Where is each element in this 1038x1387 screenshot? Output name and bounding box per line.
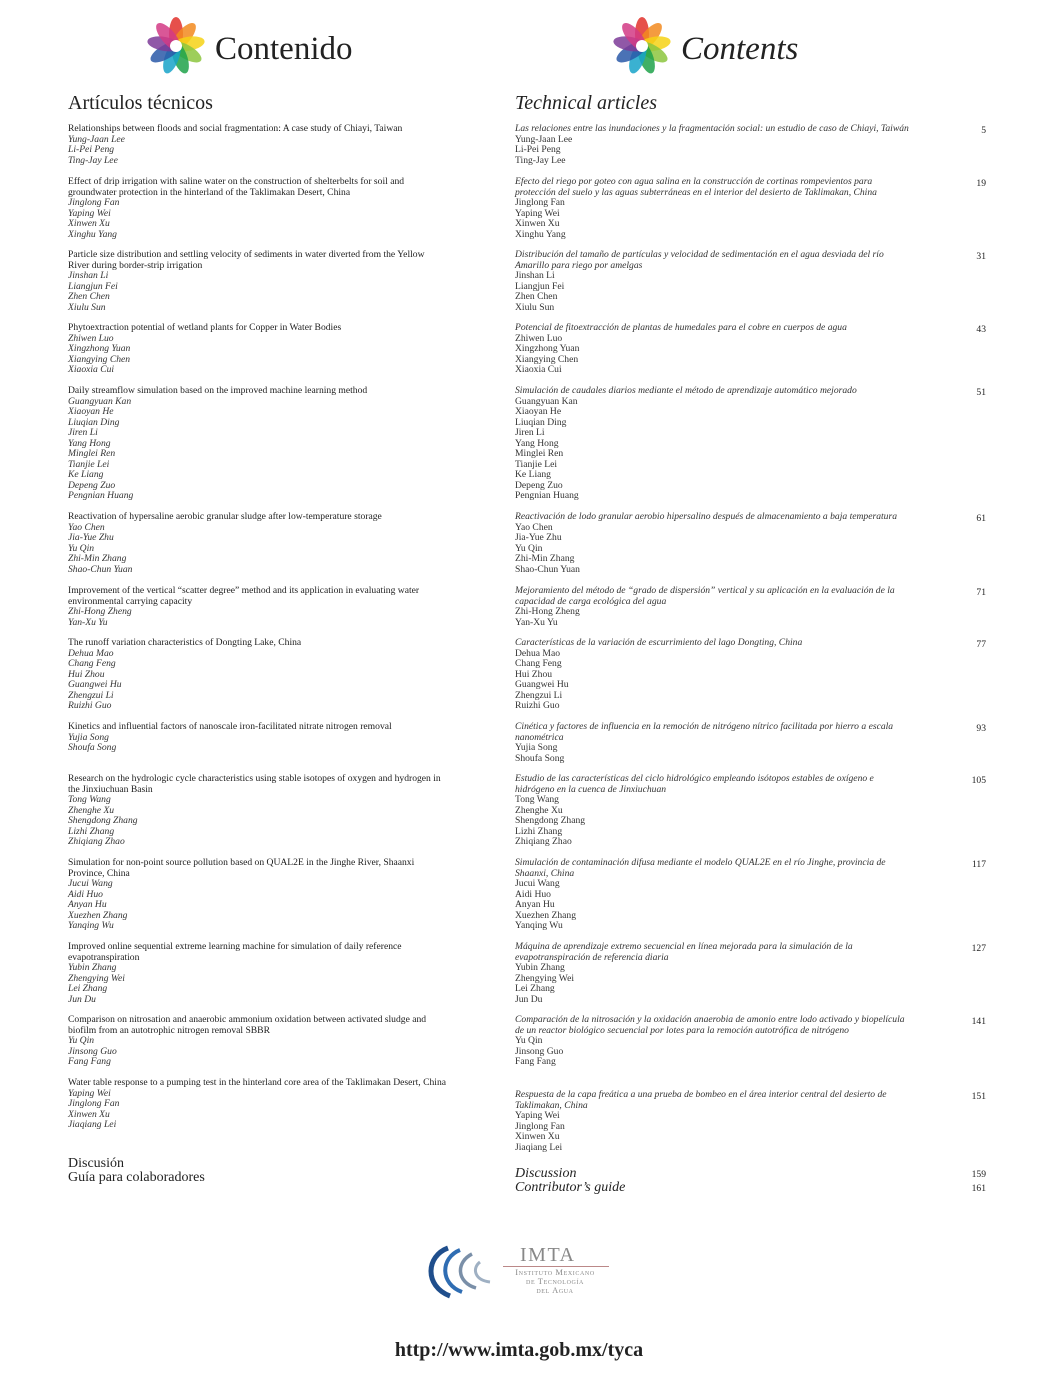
article-title-es[interactable]: Distribución del tamaño de partículas y velocidad de sedimentación en el agua desviada del río Amarillo para riego por amelgas <box>515 249 884 271</box>
article-author-en: Xiulu Sun <box>68 301 106 313</box>
article-title-en[interactable]: Kinetics and influential factors of nanoscale iron-facilitated nitrate nitrogen removal <box>68 721 392 732</box>
article-author-es: Xingzhong Yuan <box>515 343 580 354</box>
article-title-en[interactable]: Comparison on nitrosation and anaerobic ammonium oxidation between activated sludge and biofilm from an autotrophic nitrogen removal SBBR <box>68 1014 427 1036</box>
article-page-number: 127 <box>971 943 986 954</box>
article-author-en: Jinshan Li <box>68 270 109 281</box>
article-entry-en <box>68 124 448 166</box>
article-author-es: Xiaoyan He <box>515 406 562 417</box>
guide-heading-en[interactable]: Contributor’s guide <box>515 1180 626 1195</box>
article-author-en: Jinglong Fan <box>68 1098 120 1109</box>
article-entry-en <box>68 858 448 932</box>
article-entry-es <box>515 323 915 376</box>
institution-name-line3: del Agua <box>536 1285 574 1295</box>
article-author-es: Jinsong Guo <box>515 1045 564 1057</box>
article-author-es: Lizhi Zhang <box>515 825 563 837</box>
article-author-es: Yan-Xu Yu <box>515 616 558 628</box>
article-title-es[interactable]: Simulación de contaminación difusa mediante el modelo QUAL2E en el río Jinghe, provincia de Shaanxi, China <box>515 857 886 879</box>
article-author-es: Guangyuan Kan <box>515 395 578 407</box>
article-author-en: Yao Chen <box>68 521 105 533</box>
article-author-en: Shao-Chun Yuan <box>68 563 133 575</box>
article-title-en[interactable]: Improvement of the vertical “scatter degree” method and its application in evaluating water environmental carrying capacity <box>68 585 420 607</box>
article-author-en: Xiaoxia Cui <box>68 364 115 375</box>
journal-url-link[interactable]: http://www.imta.gob.mx/tyca <box>394 1339 644 1361</box>
article-author-es: Yanqing Wu <box>515 920 563 931</box>
article-entry-en <box>68 638 448 712</box>
article-entry-es <box>515 774 915 848</box>
article-title-es[interactable]: Estudio de las características del ciclo hidrológico empleando isótopos estables de oxígeno e hidrógeno en la cuenca de Jinxiuchuan <box>515 773 874 795</box>
article-title-en[interactable]: Particle size distribution and settling velocity of sediments in water diverted from the Yellow River during border-strip irrigation <box>68 249 425 271</box>
article-author-es: Yu Qin <box>515 542 543 554</box>
article-entry-en <box>68 250 448 313</box>
article-author-en: Jia-Yue Zhu <box>68 532 114 543</box>
article-entry-en <box>68 512 448 575</box>
article-author-en: Jiren Li <box>68 427 98 438</box>
article-author-es: Jinglong Fan <box>515 197 565 208</box>
article-author-es: Yujia Song <box>515 742 558 753</box>
article-author-en: Liuqian Ding <box>68 416 120 428</box>
article-author-en: Fang Fang <box>68 1056 111 1067</box>
article-author-en: Jun Du <box>68 993 96 1005</box>
article-author-es: Jiren Li <box>515 427 545 438</box>
article-author-es: Jinglong Fan <box>515 1120 565 1132</box>
article-author-en: Depeng Zuo <box>68 479 116 491</box>
article-entry-en <box>68 1015 448 1068</box>
article-author-en: Xuezhen Zhang <box>68 909 128 921</box>
article-title-en[interactable]: Daily streamflow simulation based on the improved machine learning method <box>68 385 368 396</box>
contents-title-es: Contenido <box>215 31 353 67</box>
article-title-es[interactable]: Reactivación de lodo granular aerobio hipersalino después de almacenamiento a baja temperatura <box>515 511 898 522</box>
article-author-es: Minglei Ren <box>515 448 564 459</box>
section-heading-en: Technical articles <box>515 92 658 114</box>
article-title-en[interactable]: Simulation for non-point source pollution based on QUAL2E in the Jinghe River, Shaanxi Province, China <box>68 857 415 879</box>
article-author-en: Zhen Chen <box>68 291 110 302</box>
article-author-en: Yu Qin <box>68 542 95 554</box>
article-entry-en <box>68 323 448 376</box>
article-page-number: 141 <box>971 1016 986 1027</box>
article-author-es: Jun Du <box>515 993 543 1005</box>
article-page-number: 61 <box>976 513 986 524</box>
article-author-es: Xuezhen Zhang <box>515 909 577 921</box>
article-author-es: Ting-Jay Lee <box>515 154 566 166</box>
article-title-es[interactable]: Potencial de fitoextracción de plantas de humedales para el cobre en cuerpos de agua <box>515 322 847 333</box>
article-page-number: 151 <box>971 1091 986 1102</box>
article-title-en[interactable]: Phytoextraction potential of wetland plants for Copper in Water Bodies <box>68 322 342 333</box>
article-entry-es <box>515 942 915 1005</box>
article-entry-es <box>515 722 915 764</box>
article-entry-en <box>68 722 448 754</box>
article-author-en: Liangjun Fei <box>68 280 118 292</box>
article-author-es: Tianjie Lei <box>515 458 558 470</box>
article-title-es[interactable]: Las relaciones entre las inundaciones y la fragmentación social: un estudio de caso de Chiayi, Taiwán <box>515 123 909 134</box>
article-author-es: Pengnian Huang <box>515 490 579 501</box>
article-author-es: Hui Zhou <box>515 668 553 680</box>
article-author-en: Xiangying Chen <box>68 353 131 365</box>
article-author-es: Xinghu Yang <box>515 228 566 240</box>
article-author-en: Zhenghe Xu <box>68 804 115 816</box>
article-author-es: Shengdong Zhang <box>515 815 586 826</box>
article-page-number: 105 <box>971 775 986 786</box>
article-page-number: 5 <box>981 125 986 136</box>
article-author-en: Zhiwen Luo <box>68 332 114 344</box>
article-author-es: Fang Fang <box>515 1056 556 1067</box>
article-author-es: Yu Qin <box>515 1035 543 1046</box>
article-author-es: Zhiqiang Zhao <box>515 836 572 847</box>
article-author-en: Yu Qin <box>68 1035 95 1046</box>
article-author-en: Xinwen Xu <box>68 1108 110 1120</box>
article-author-en: Pengnian Huang <box>68 490 134 501</box>
article-author-en: Yan-Xu Yu <box>68 616 108 628</box>
article-author-en: Dehua Mao <box>68 647 114 659</box>
article-author-en: Li-Pei Peng <box>68 144 115 155</box>
article-entry-es <box>515 177 915 240</box>
article-author-es: Xiaoxia Cui <box>515 364 562 375</box>
article-author-en: Lizhi Zhang <box>68 825 115 837</box>
article-author-en: Yujia Song <box>68 731 109 743</box>
article-entry-es <box>515 638 915 712</box>
article-author-es: Jiaqiang Lei <box>515 1141 563 1153</box>
article-page-number: 51 <box>976 387 986 398</box>
institution-name-line2: de Tecnología <box>526 1276 584 1286</box>
contents-title-en: Contents <box>681 31 799 67</box>
article-author-en: Ting-Jay Lee <box>68 154 118 166</box>
article-author-en: Anyan Hu <box>68 899 107 910</box>
journal-flower-logo-icon <box>146 16 206 76</box>
article-author-en: Hui Zhou <box>68 668 105 680</box>
article-author-es: Zhengzui Li <box>515 689 563 701</box>
article-page-number: 31 <box>976 251 986 262</box>
article-entry-en <box>68 942 448 1005</box>
article-author-es: Zhenghe Xu <box>515 804 563 816</box>
article-author-en: Xinghu Yang <box>68 228 117 240</box>
article-title-es[interactable]: Características de la variación de escurrimiento del lago Dongting, China <box>515 637 803 648</box>
article-author-en: Zhengzui Li <box>68 689 114 701</box>
article-entry-es <box>515 1015 915 1068</box>
article-entry-en <box>68 586 448 628</box>
article-entry-es <box>515 512 915 575</box>
article-entry-es <box>515 124 915 166</box>
article-title-es[interactable]: Máquina de aprendizaje extremo secuencial en línea mejorada para la simulación de la evapotranspiración de referencia diaria <box>515 941 853 963</box>
article-author-es: Depeng Zuo <box>515 479 563 491</box>
article-author-es: Ruizhi Guo <box>515 700 560 711</box>
article-page-number: 43 <box>976 324 986 335</box>
article-author-en: Yung-Jaan Lee <box>68 133 125 145</box>
article-author-es: Ke Liang <box>515 469 551 480</box>
article-author-en: Zhiqiang Zhao <box>68 836 125 847</box>
article-entry-en <box>68 177 448 240</box>
article-author-en: Guangyuan Kan <box>68 395 132 407</box>
article-author-en: Ke Liang <box>68 469 104 480</box>
article-entry-en <box>68 1078 448 1131</box>
article-author-en: Xiaoyan He <box>68 406 114 417</box>
article-author-en: Zhengying Wei <box>68 972 125 984</box>
article-author-en: Yanqing Wu <box>68 920 114 931</box>
article-author-en: Ruizhi Guo <box>68 700 112 711</box>
article-entry-en <box>68 774 448 848</box>
article-author-es: Shoufa Song <box>515 752 565 764</box>
journal-flower-logo-icon <box>612 16 672 76</box>
article-entry-es <box>515 1090 915 1153</box>
discussion-heading-es: Discusión <box>68 1156 124 1171</box>
discussion-heading-en[interactable]: Discussion <box>515 1166 577 1181</box>
article-title-en[interactable]: Reactivation of hypersaline aerobic granular sludge after low-temperature storage <box>68 511 382 522</box>
article-author-en: Shengdong Zhang <box>68 815 138 826</box>
article-author-es: Yung-Jaan Lee <box>515 133 573 145</box>
article-author-es: Yaping Wei <box>515 207 560 219</box>
discussion-page-number: 159 <box>971 1169 986 1180</box>
article-title-es[interactable]: Respuesta de la capa freática a una prueba de bombeo en el área interior central del desierto de Taklimakan, China <box>515 1089 887 1111</box>
article-page-number: 19 <box>976 178 986 189</box>
article-author-es: Aidi Huo <box>515 888 551 900</box>
article-title-es[interactable]: Comparación de la nitrosación y la oxidación anaerobia de amonio entre lodo activado y biopelícula de un reactor biológico secuencial por lotes para la remoción autotrófica de nitrógeno <box>515 1014 905 1036</box>
article-title-en[interactable]: The runoff variation characteristics of Dongting Lake, China <box>68 637 302 648</box>
article-author-es: Zhiwen Luo <box>515 332 563 344</box>
article-author-es: Guangwei Hu <box>515 679 569 690</box>
article-author-es: Liuqian Ding <box>515 416 567 428</box>
article-author-es: Liangjun Fei <box>515 280 565 292</box>
article-author-es: Tong Wang <box>515 794 559 805</box>
article-author-es: Xiulu Sun <box>515 301 555 313</box>
article-author-es: Zhi-Min Zhang <box>515 553 575 564</box>
article-title-es[interactable]: Simulación de caudales diarios mediante el método de aprendizaje automático mejorado <box>515 385 857 396</box>
article-author-es: Li-Pei Peng <box>515 144 561 155</box>
article-author-en: Jucui Wang <box>68 878 113 889</box>
institution-name <box>500 1268 610 1295</box>
guide-heading-es: Guía para colaboradores <box>68 1170 205 1185</box>
article-author-es: Yubin Zhang <box>515 962 565 973</box>
article-author-en: Yaping Wei <box>68 207 111 219</box>
article-author-es: Xinwen Xu <box>515 218 560 229</box>
article-author-es: Xinwen Xu <box>515 1131 560 1142</box>
article-title-en[interactable]: Relationships between floods and social fragmentation: A case study of Chiayi, Taiwan <box>68 123 403 134</box>
article-author-en: Lei Zhang <box>68 983 108 994</box>
section-heading-es: Artículos técnicos <box>68 92 213 114</box>
article-page-number: 71 <box>976 587 986 598</box>
article-author-en: Jinglong Fan <box>68 197 120 208</box>
article-title-en[interactable]: Effect of drip irrigation with saline water on the construction of shelterbelts for soil and groundwater protection in the hinterland of the Taklimakan Desert, China <box>68 176 405 198</box>
article-author-en: Jiaqiang Lei <box>68 1119 117 1130</box>
article-author-en: Jinsong Guo <box>68 1045 117 1057</box>
article-title-en[interactable]: Research on the hydrologic cycle characteristics using stable isotopes of oxygen and hydrogen in the Jinxiuchuan Basin <box>68 773 441 795</box>
article-author-es: Yang Hong <box>515 437 559 449</box>
article-author-es: Anyan Hu <box>515 899 555 910</box>
institution-name-line1: Instituto Mexicano <box>515 1267 595 1277</box>
article-author-es: Yaping Wei <box>515 1110 560 1121</box>
article-author-en: Tianjie Lei <box>68 458 110 470</box>
article-author-en: Tong Wang <box>68 794 111 805</box>
article-author-es: Chang Feng <box>515 658 562 669</box>
article-page-number: 77 <box>976 639 986 650</box>
article-author-es: Xiangying Chen <box>515 353 579 365</box>
article-author-en: Zhi-Min Zhang <box>68 553 127 564</box>
article-author-en: Minglei Ren <box>68 448 116 459</box>
article-author-es: Lei Zhang <box>515 983 555 994</box>
article-entry-es <box>515 858 915 932</box>
article-author-en: Yang Hong <box>68 437 111 449</box>
article-title-es[interactable]: Efecto del riego por goteo con agua salina en la construcción de cortinas rompevientos para protección del suelo y las aguas subterráneas en el interior del desierto de Taklimakan, China <box>515 176 877 198</box>
article-author-en: Xinwen Xu <box>68 218 110 229</box>
article-title-en[interactable]: Improved online sequential extreme learning machine for simulation of daily reference evapotranspiration <box>68 941 402 963</box>
article-entry-en <box>68 386 448 502</box>
article-author-es: Jinshan Li <box>515 270 555 281</box>
article-author-en: Guangwei Hu <box>68 679 122 690</box>
guide-page-number: 161 <box>971 1183 986 1194</box>
article-author-en: Shoufa Song <box>68 742 117 753</box>
article-title-es[interactable]: Cinética y factores de influencia en la remoción de nitrógeno nítrico facilitada por hierro a escala nanométrica <box>515 721 894 743</box>
article-author-es: Shao-Chun Yuan <box>515 563 580 575</box>
article-author-es: Jucui Wang <box>515 878 560 889</box>
article-author-es: Zhi-Hong Zheng <box>515 606 580 617</box>
article-entry-es <box>515 586 915 628</box>
article-entry-es <box>515 386 915 502</box>
article-author-en: Yaping Wei <box>68 1087 111 1099</box>
article-author-en: Chang Feng <box>68 658 116 669</box>
article-author-en: Xingzhong Yuan <box>68 343 131 354</box>
article-author-es: Jia-Yue Zhu <box>515 532 562 543</box>
article-title-en[interactable]: Water table response to a pumping test in the hinterland core area of the Taklimakan Desert, China <box>68 1077 447 1088</box>
article-author-en: Zhi-Hong Zheng <box>68 606 132 617</box>
article-page-number: 93 <box>976 723 986 734</box>
article-author-es: Zhengying Wei <box>515 972 575 984</box>
article-page-number: 117 <box>971 859 986 870</box>
article-author-es: Dehua Mao <box>515 647 561 659</box>
article-author-es: Zhen Chen <box>515 291 558 302</box>
institution-acronym: IMTA <box>520 1244 576 1266</box>
article-author-en: Aidi Huo <box>68 888 103 900</box>
article-title-es[interactable]: Mejoramiento del método de “grado de dispersión” vertical y su aplicación en la evaluación de la capacidad de carga ecológica del agua <box>515 585 895 607</box>
article-author-es: Yao Chen <box>515 521 553 533</box>
article-entry-es <box>515 250 915 313</box>
article-author-en: Yubin Zhang <box>68 962 117 973</box>
